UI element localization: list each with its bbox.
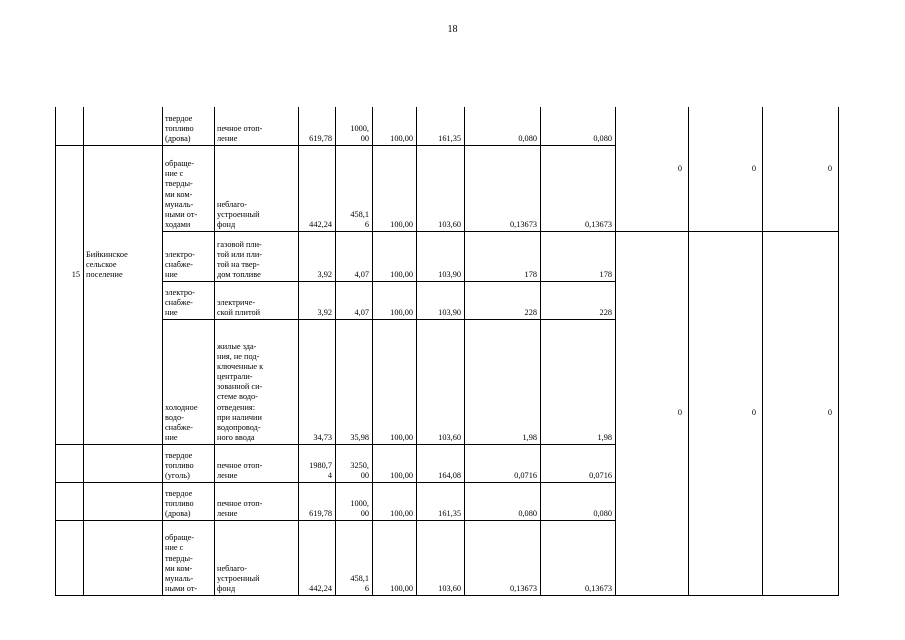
table-border-vertical xyxy=(335,107,336,595)
value-col-8: 103,60 xyxy=(438,432,461,442)
value-col-9: 178 xyxy=(524,269,537,279)
value-col-6: 35,98 xyxy=(350,432,369,442)
housing-category: жилые зда- ния, не под- ключенные к централи- зованной си- стеме водо- отведения: при наличии водопровод- ного ввода xyxy=(217,342,264,442)
utility-type: твердое топливо (дрова) xyxy=(165,488,194,518)
page-number: 18 xyxy=(447,24,458,35)
table-border-vertical xyxy=(214,107,215,595)
housing-category: газовой пли- той или пли- той на твер- дом топливе xyxy=(217,239,263,279)
value-col-8: 103,60 xyxy=(438,219,461,229)
summary-value: 0 xyxy=(677,164,682,173)
value-col-6: 4,07 xyxy=(354,307,369,317)
value-col-9: 0,13673 xyxy=(510,583,537,593)
value-col-6: 3250, 00 xyxy=(350,460,369,480)
housing-category: печное отоп- ление xyxy=(217,123,263,143)
utility-type: обраще- ние с тверды- ми ком- муналь- ными от- ходами xyxy=(165,159,198,229)
value-col-5: 619,78 xyxy=(309,508,332,518)
utility-type: твердое топливо (уголь) xyxy=(165,450,194,480)
table-border-vertical xyxy=(416,107,417,595)
value-col-9: 0,080 xyxy=(518,133,537,143)
value-col-10: 0,080 xyxy=(593,508,612,518)
utility-type: холодное водо- снабже- ние xyxy=(165,402,198,442)
value-col-8: 103,60 xyxy=(438,583,461,593)
value-col-5: 34,73 xyxy=(313,432,332,442)
value-col-6: 1000, 00 xyxy=(350,123,369,143)
housing-category: печное отоп- ление xyxy=(217,498,263,518)
value-col-9: 0,080 xyxy=(518,508,537,518)
value-col-5: 1980,7 4 xyxy=(309,460,332,480)
table-border-vertical xyxy=(688,107,689,595)
value-col-7: 100,00 xyxy=(390,583,413,593)
table-border-vertical xyxy=(55,107,56,595)
value-col-10: 0,13673 xyxy=(585,219,612,229)
summary-value: 0 xyxy=(827,164,832,173)
summary-value: 0 xyxy=(751,408,756,417)
table-border-horizontal xyxy=(615,595,839,596)
value-col-5: 3,92 xyxy=(317,269,332,279)
table-border-horizontal xyxy=(55,595,615,596)
value-col-7: 100,00 xyxy=(390,508,413,518)
value-col-6: 4,07 xyxy=(354,269,369,279)
summary-value: 0 xyxy=(677,408,682,417)
summary-value: 0 xyxy=(827,408,832,417)
value-col-8: 164,08 xyxy=(438,470,461,480)
value-col-7: 100,00 xyxy=(390,219,413,229)
table-border-horizontal xyxy=(162,281,615,282)
table-border-vertical xyxy=(162,107,163,595)
value-col-10: 0,080 xyxy=(593,133,612,143)
value-col-8: 103,90 xyxy=(438,307,461,317)
value-col-10: 1,98 xyxy=(597,432,612,442)
value-col-10: 0,13673 xyxy=(585,583,612,593)
value-col-7: 100,00 xyxy=(390,432,413,442)
housing-category: неблаго- устроенный фонд xyxy=(217,199,260,229)
value-col-10: 228 xyxy=(599,307,612,317)
housing-category: печное отоп- ление xyxy=(217,460,263,480)
value-col-7: 100,00 xyxy=(390,133,413,143)
value-col-8: 161,35 xyxy=(438,508,461,518)
utility-type: электро- снабже- ние xyxy=(165,249,195,279)
table-border-horizontal xyxy=(162,231,615,232)
value-col-10: 0,0716 xyxy=(589,470,612,480)
table-border-vertical xyxy=(762,107,763,595)
table-border-horizontal xyxy=(615,231,839,232)
value-col-5: 442,24 xyxy=(309,583,332,593)
value-col-5: 619,78 xyxy=(309,133,332,143)
utility-type: электро- снабже- ние xyxy=(165,287,195,317)
value-col-9: 228 xyxy=(524,307,537,317)
value-col-7: 100,00 xyxy=(390,470,413,480)
table-border-vertical xyxy=(615,107,616,595)
value-col-8: 161,35 xyxy=(438,133,461,143)
value-col-10: 178 xyxy=(599,269,612,279)
value-col-6: 458,1 6 xyxy=(350,573,369,593)
table-border-horizontal xyxy=(162,319,615,320)
utility-type: твердое топливо (дрова) xyxy=(165,113,194,143)
value-col-7: 100,00 xyxy=(390,307,413,317)
table-border-vertical xyxy=(372,107,373,595)
housing-category: электриче- ской плитой xyxy=(217,297,261,317)
value-col-7: 100,00 xyxy=(390,269,413,279)
value-col-6: 458,1 6 xyxy=(350,209,369,229)
summary-value: 0 xyxy=(751,164,756,173)
value-col-9: 0,13673 xyxy=(510,219,537,229)
housing-category: неблаго- устроенный фонд xyxy=(217,563,260,593)
value-col-9: 0,0716 xyxy=(514,470,537,480)
value-col-9: 1,98 xyxy=(522,432,537,442)
table-border-vertical xyxy=(464,107,465,595)
row-number: 15 xyxy=(71,269,80,279)
value-col-6: 1000, 00 xyxy=(350,498,369,518)
table-border-vertical xyxy=(540,107,541,595)
table-border-vertical xyxy=(298,107,299,595)
table-border-vertical xyxy=(83,107,84,595)
value-col-5: 442,24 xyxy=(309,219,332,229)
table-border-vertical xyxy=(838,107,839,595)
settlement-name: Бийкинское сельское поселение xyxy=(86,249,128,279)
value-col-5: 3,92 xyxy=(317,307,332,317)
value-col-8: 103,90 xyxy=(438,269,461,279)
utility-type: обраще- ние с тверды- ми ком- муналь- ными от- xyxy=(165,533,198,593)
